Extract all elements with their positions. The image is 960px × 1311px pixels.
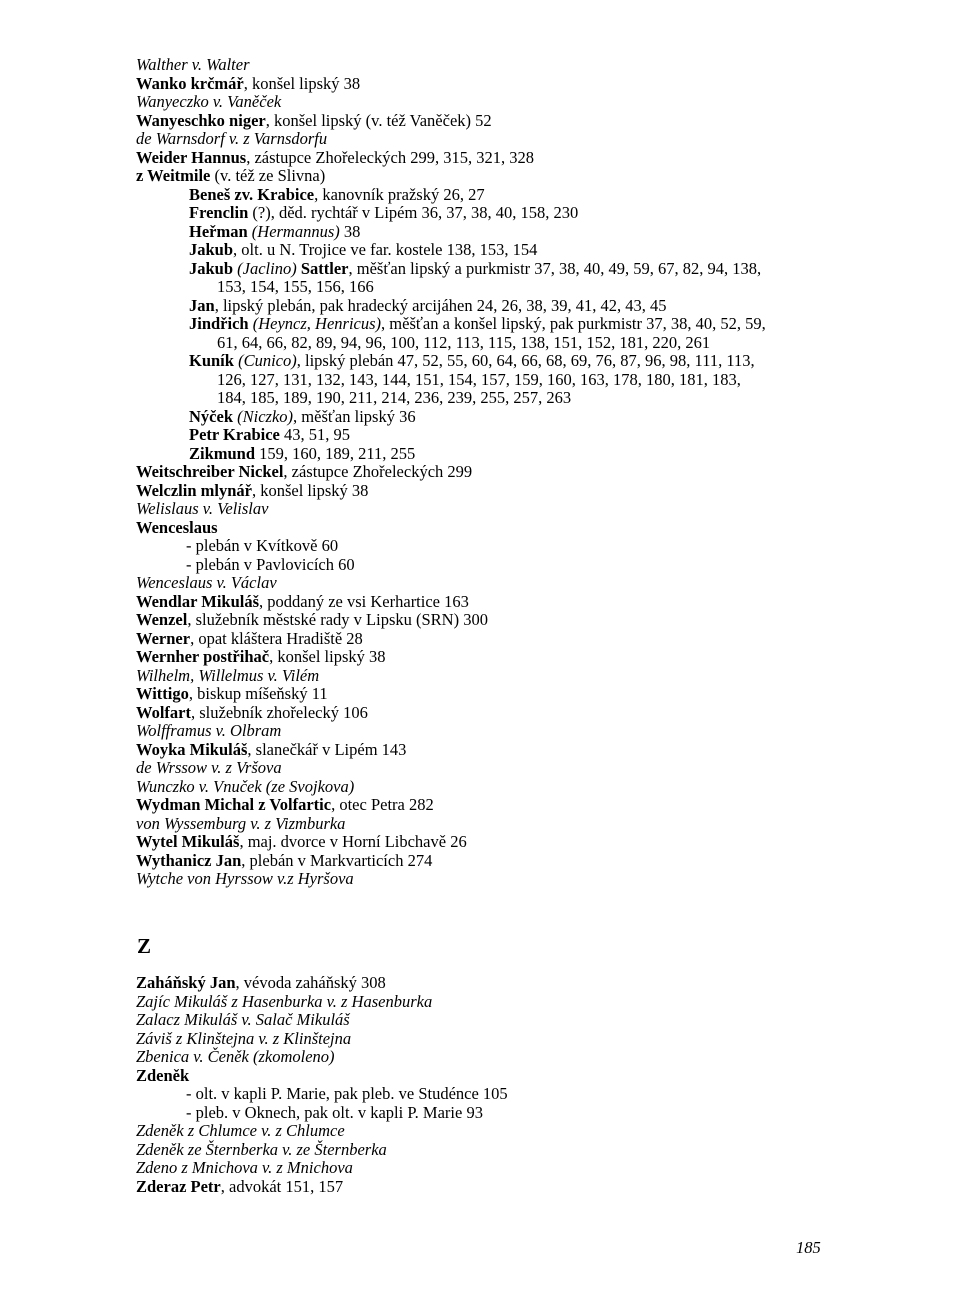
entry-headword-2: Sattler bbox=[300, 258, 349, 278]
index-entry bbox=[136, 741, 876, 760]
entry-headword: Frenclin bbox=[189, 203, 249, 222]
entry-headword: Werner bbox=[136, 628, 191, 648]
index-entry bbox=[136, 260, 876, 279]
entry-text: Wenceslaus v. Václav bbox=[136, 573, 277, 592]
entry-detail: , kanovník pražský 26, 27 bbox=[314, 184, 485, 204]
index-entry bbox=[136, 852, 876, 871]
entry-text: Wilhelm, Willelmus v. Vilém bbox=[136, 665, 320, 685]
entry-detail: , zástupce Zhořeleckých 299, 315, 321, 328 bbox=[246, 147, 534, 167]
entry-detail: , plebán v Markvarticích 274 bbox=[241, 850, 433, 870]
index-entry bbox=[136, 685, 876, 704]
entry-headword: Zderaz Petr bbox=[136, 1176, 221, 1196]
index-entry bbox=[136, 611, 876, 630]
entry-headword: Wytel Mikuláš bbox=[136, 832, 240, 851]
entry-headword: Beneš zv. Krabice bbox=[189, 184, 315, 204]
entry-headword: Wernher postřihač bbox=[136, 647, 270, 666]
entry-text: Welislaus v. Velislav bbox=[136, 499, 269, 518]
entry-detail: , konšel lipský 38 bbox=[269, 647, 386, 666]
entry-text: Walther v. Walter bbox=[136, 55, 250, 74]
index-entry bbox=[136, 1085, 876, 1104]
entry-detail: , vévoda zaháňský 308 bbox=[235, 973, 386, 992]
entry-detail: , lipský plebán, pak hradecký arcijáhen 24, 26, 38, 39, 41, 42, 43, 45 bbox=[214, 295, 667, 315]
index-entry bbox=[136, 1011, 876, 1030]
index-entry bbox=[136, 593, 876, 612]
entry-detail: , konšel lipský 38 bbox=[251, 480, 369, 500]
entry-detail: (?), děd. rychtář v Lipém 36, 37, 38, 40, 158, 230 bbox=[248, 203, 579, 222]
index-entry bbox=[136, 315, 876, 334]
entry-text: - plebán v Kvítkově 60 bbox=[186, 536, 339, 555]
index-entry bbox=[136, 1067, 876, 1086]
entry-headword: Jakub bbox=[189, 240, 234, 259]
index-entry bbox=[136, 537, 876, 556]
entry-text: Zajíc Mikuláš z Hasenburka v. z Hasenburka bbox=[136, 991, 433, 1011]
entry-detail: , měšťan a konšel lipský, pak purkmistr 37, 38, 40, 52, 59, bbox=[381, 314, 766, 333]
index-entry bbox=[136, 630, 876, 649]
index-entry bbox=[136, 759, 876, 778]
entry-variant: (Heyncz, Henricus) bbox=[248, 314, 382, 333]
entry-headword: Wanyeschko niger bbox=[136, 110, 266, 130]
entry-text: Wytche von Hyrssow v.z Hyršova bbox=[136, 869, 354, 888]
entry-text: Zdeněk z Chlumce v. z Chlumce bbox=[136, 1121, 345, 1140]
index-entry bbox=[136, 112, 876, 131]
index-entry bbox=[136, 204, 876, 223]
entry-headword: Wendlar Mikuláš bbox=[136, 591, 260, 611]
entry-text: Zbenica v. Čeněk (zkomoleno) bbox=[136, 1047, 335, 1066]
entry-text: - olt. v kapli P. Marie, pak pleb. ve Studénce 105 bbox=[186, 1084, 508, 1103]
entry-headword: Nýček bbox=[189, 406, 233, 426]
entry-detail: , slanečkář v Lipém 143 bbox=[247, 739, 407, 759]
index-entry bbox=[136, 241, 876, 260]
index-entry bbox=[136, 574, 876, 593]
entry-variant: (Cunico) bbox=[233, 351, 297, 370]
entry-detail: , advokát 151, 157 bbox=[220, 1176, 344, 1196]
index-entry bbox=[136, 1159, 876, 1178]
page-number: 185 bbox=[796, 1238, 821, 1257]
index-entry bbox=[136, 1122, 876, 1141]
index-entry bbox=[136, 796, 876, 815]
entry-headword: Wenzel bbox=[136, 610, 188, 629]
entry-headword: Petr Krabice bbox=[189, 425, 280, 444]
index-entry bbox=[136, 519, 876, 538]
index-entry bbox=[136, 352, 876, 371]
entry-detail: (v. též ze Slivna) bbox=[210, 166, 326, 185]
entry-detail: , služebník městské rady v Lipsku (SRN) 300 bbox=[187, 610, 488, 629]
entry-variant: (Niczko) bbox=[233, 406, 294, 426]
entry-headword: Zdeněk bbox=[136, 1065, 190, 1085]
entry-headword: Jan bbox=[189, 295, 215, 315]
entry-detail: , olt. u N. Trojice ve far. kostele 138, 153, 154 bbox=[233, 240, 538, 259]
entry-detail: , měšťan lipský 36 bbox=[293, 406, 416, 426]
index-entry bbox=[136, 1178, 876, 1197]
entry-text: Záviš z Klinštejna v. z Klinštejna bbox=[136, 1028, 352, 1048]
index-entry bbox=[136, 149, 876, 168]
index-list-w bbox=[136, 56, 876, 889]
entry-text: 153, 154, 155, 156, 166 bbox=[217, 277, 374, 296]
index-entry bbox=[136, 870, 876, 889]
index-entry bbox=[136, 667, 876, 686]
index-entry bbox=[136, 186, 876, 205]
entry-headword: Jakub bbox=[189, 258, 234, 278]
index-entry bbox=[136, 371, 876, 390]
entry-detail: , konšel lipský 38 bbox=[243, 73, 361, 93]
index-entry bbox=[136, 974, 876, 993]
index-entry bbox=[136, 445, 876, 464]
entry-headword: Wydman Michal z Volfartic bbox=[136, 795, 332, 814]
entry-detail: , služebník zhořelecký 106 bbox=[191, 702, 368, 722]
entry-headword: Woyka Mikuláš bbox=[136, 739, 248, 759]
index-entry bbox=[136, 482, 876, 501]
entry-headword: Wenceslaus bbox=[136, 517, 218, 537]
entry-text: Wunczko v. Vnuček (ze Svojkova) bbox=[136, 776, 355, 796]
entry-headword: Jindřich bbox=[189, 314, 249, 333]
index-entry bbox=[136, 334, 876, 353]
entry-headword: Wittigo bbox=[136, 684, 189, 703]
entry-headword: Weitschreiber Nickel bbox=[136, 462, 284, 481]
entry-headword: Weider Hannus bbox=[136, 147, 247, 167]
index-entry bbox=[136, 778, 876, 797]
index-entry bbox=[136, 463, 876, 482]
entry-text: Zdeno z Mnichova v. z Mnichova bbox=[136, 1158, 353, 1177]
entry-text: 126, 127, 131, 132, 143, 144, 151, 154, 157, 159, 160, 163, 178, 180, 181, 183, bbox=[217, 369, 741, 389]
entry-text: Zalacz Mikuláš v. Salač Mikuláš bbox=[136, 1010, 350, 1029]
index-entry bbox=[136, 722, 876, 741]
entry-detail: , maj. dvorce v Horní Libchavě 26 bbox=[239, 832, 467, 851]
entry-headword: Kuník bbox=[189, 351, 234, 370]
entry-variant: (Jaclino) bbox=[233, 258, 301, 278]
entry-detail: 43, 51, 95 bbox=[279, 425, 350, 444]
index-entry bbox=[136, 1048, 876, 1067]
entry-headword: Wanko krčmář bbox=[136, 73, 244, 93]
index-entry bbox=[136, 1104, 876, 1123]
entry-headword: Heřman bbox=[189, 221, 248, 241]
entry-text: - pleb. v Oknech, pak olt. v kapli P. Marie 93 bbox=[186, 1102, 483, 1122]
index-entry bbox=[136, 556, 876, 575]
entry-text: 61, 64, 66, 82, 89, 94, 96, 100, 112, 113, 115, 138, 151, 152, 181, 220, 261 bbox=[217, 332, 711, 352]
index-entry bbox=[136, 833, 876, 852]
entry-variant: (Hermannus) bbox=[247, 221, 340, 241]
index-entry bbox=[136, 815, 876, 834]
index-entry bbox=[136, 993, 876, 1012]
index-entry bbox=[136, 704, 876, 723]
index-entry bbox=[136, 75, 876, 94]
entry-detail: , biskup míšeňský 11 bbox=[188, 684, 328, 703]
entry-detail: 159, 160, 189, 211, 255 bbox=[255, 443, 416, 463]
index-entry bbox=[136, 297, 876, 316]
index-list-z bbox=[136, 974, 876, 1196]
entry-detail: , poddaný ze vsi Kerhartice 163 bbox=[259, 591, 469, 611]
entry-text: 184, 185, 189, 190, 211, 214, 236, 239, 255, 257, 263 bbox=[217, 388, 572, 407]
entry-headword: Zikmund bbox=[189, 443, 256, 463]
entry-headword: Wolfart bbox=[136, 702, 191, 722]
entry-detail: , zástupce Zhořeleckých 299 bbox=[283, 462, 473, 481]
entry-detail: , konšel lipský (v. též Vaněček) 52 bbox=[265, 110, 492, 130]
entry-text: von Wyssemburg v. z Vizmburka bbox=[136, 813, 346, 833]
index-entry bbox=[136, 389, 876, 408]
entry-detail: , otec Petra 282 bbox=[331, 795, 434, 814]
entry-detail: , měšťan lipský a purkmistr 37, 38, 40, 49, 59, 67, 82, 94, 138, bbox=[348, 258, 762, 278]
entry-detail: 38 bbox=[339, 221, 361, 241]
index-entry bbox=[136, 278, 876, 297]
index-entry bbox=[136, 167, 876, 186]
entry-text: - plebán v Pavlovicích 60 bbox=[186, 554, 355, 574]
index-entry bbox=[136, 130, 876, 149]
entry-text: Wolfframus v. Olbram bbox=[136, 721, 282, 740]
entry-headword: z Weitmile bbox=[136, 166, 211, 185]
entry-headword: Zaháňský Jan bbox=[136, 973, 236, 992]
index-entry bbox=[136, 1030, 876, 1049]
index-entry bbox=[136, 408, 876, 427]
index-entry bbox=[136, 500, 876, 519]
index-entry bbox=[136, 93, 876, 112]
index-entry bbox=[136, 223, 876, 242]
index-entry bbox=[136, 1141, 876, 1160]
entry-detail: , lipský plebán 47, 52, 55, 60, 64, 66, 68, 69, 76, 87, 96, 98, 111, 113, bbox=[296, 351, 755, 370]
index-entry bbox=[136, 648, 876, 667]
section-letter: Z bbox=[137, 934, 152, 958]
entry-headword: Welczlin mlynář bbox=[136, 480, 252, 500]
entry-headword: Wythanicz Jan bbox=[136, 850, 242, 870]
entry-text: Zdeněk ze Šternberka v. ze Šternberka bbox=[136, 1139, 387, 1159]
index-entry bbox=[136, 426, 876, 445]
entry-detail: , opat kláštera Hradiště 28 bbox=[190, 628, 363, 648]
index-entry bbox=[136, 56, 876, 75]
entry-text: de Wrssow v. z Vršova bbox=[136, 758, 282, 777]
entry-text: Wanyeczko v. Vaněček bbox=[136, 92, 282, 111]
entry-text: de Warnsdorf v. z Varnsdorfu bbox=[136, 129, 328, 148]
